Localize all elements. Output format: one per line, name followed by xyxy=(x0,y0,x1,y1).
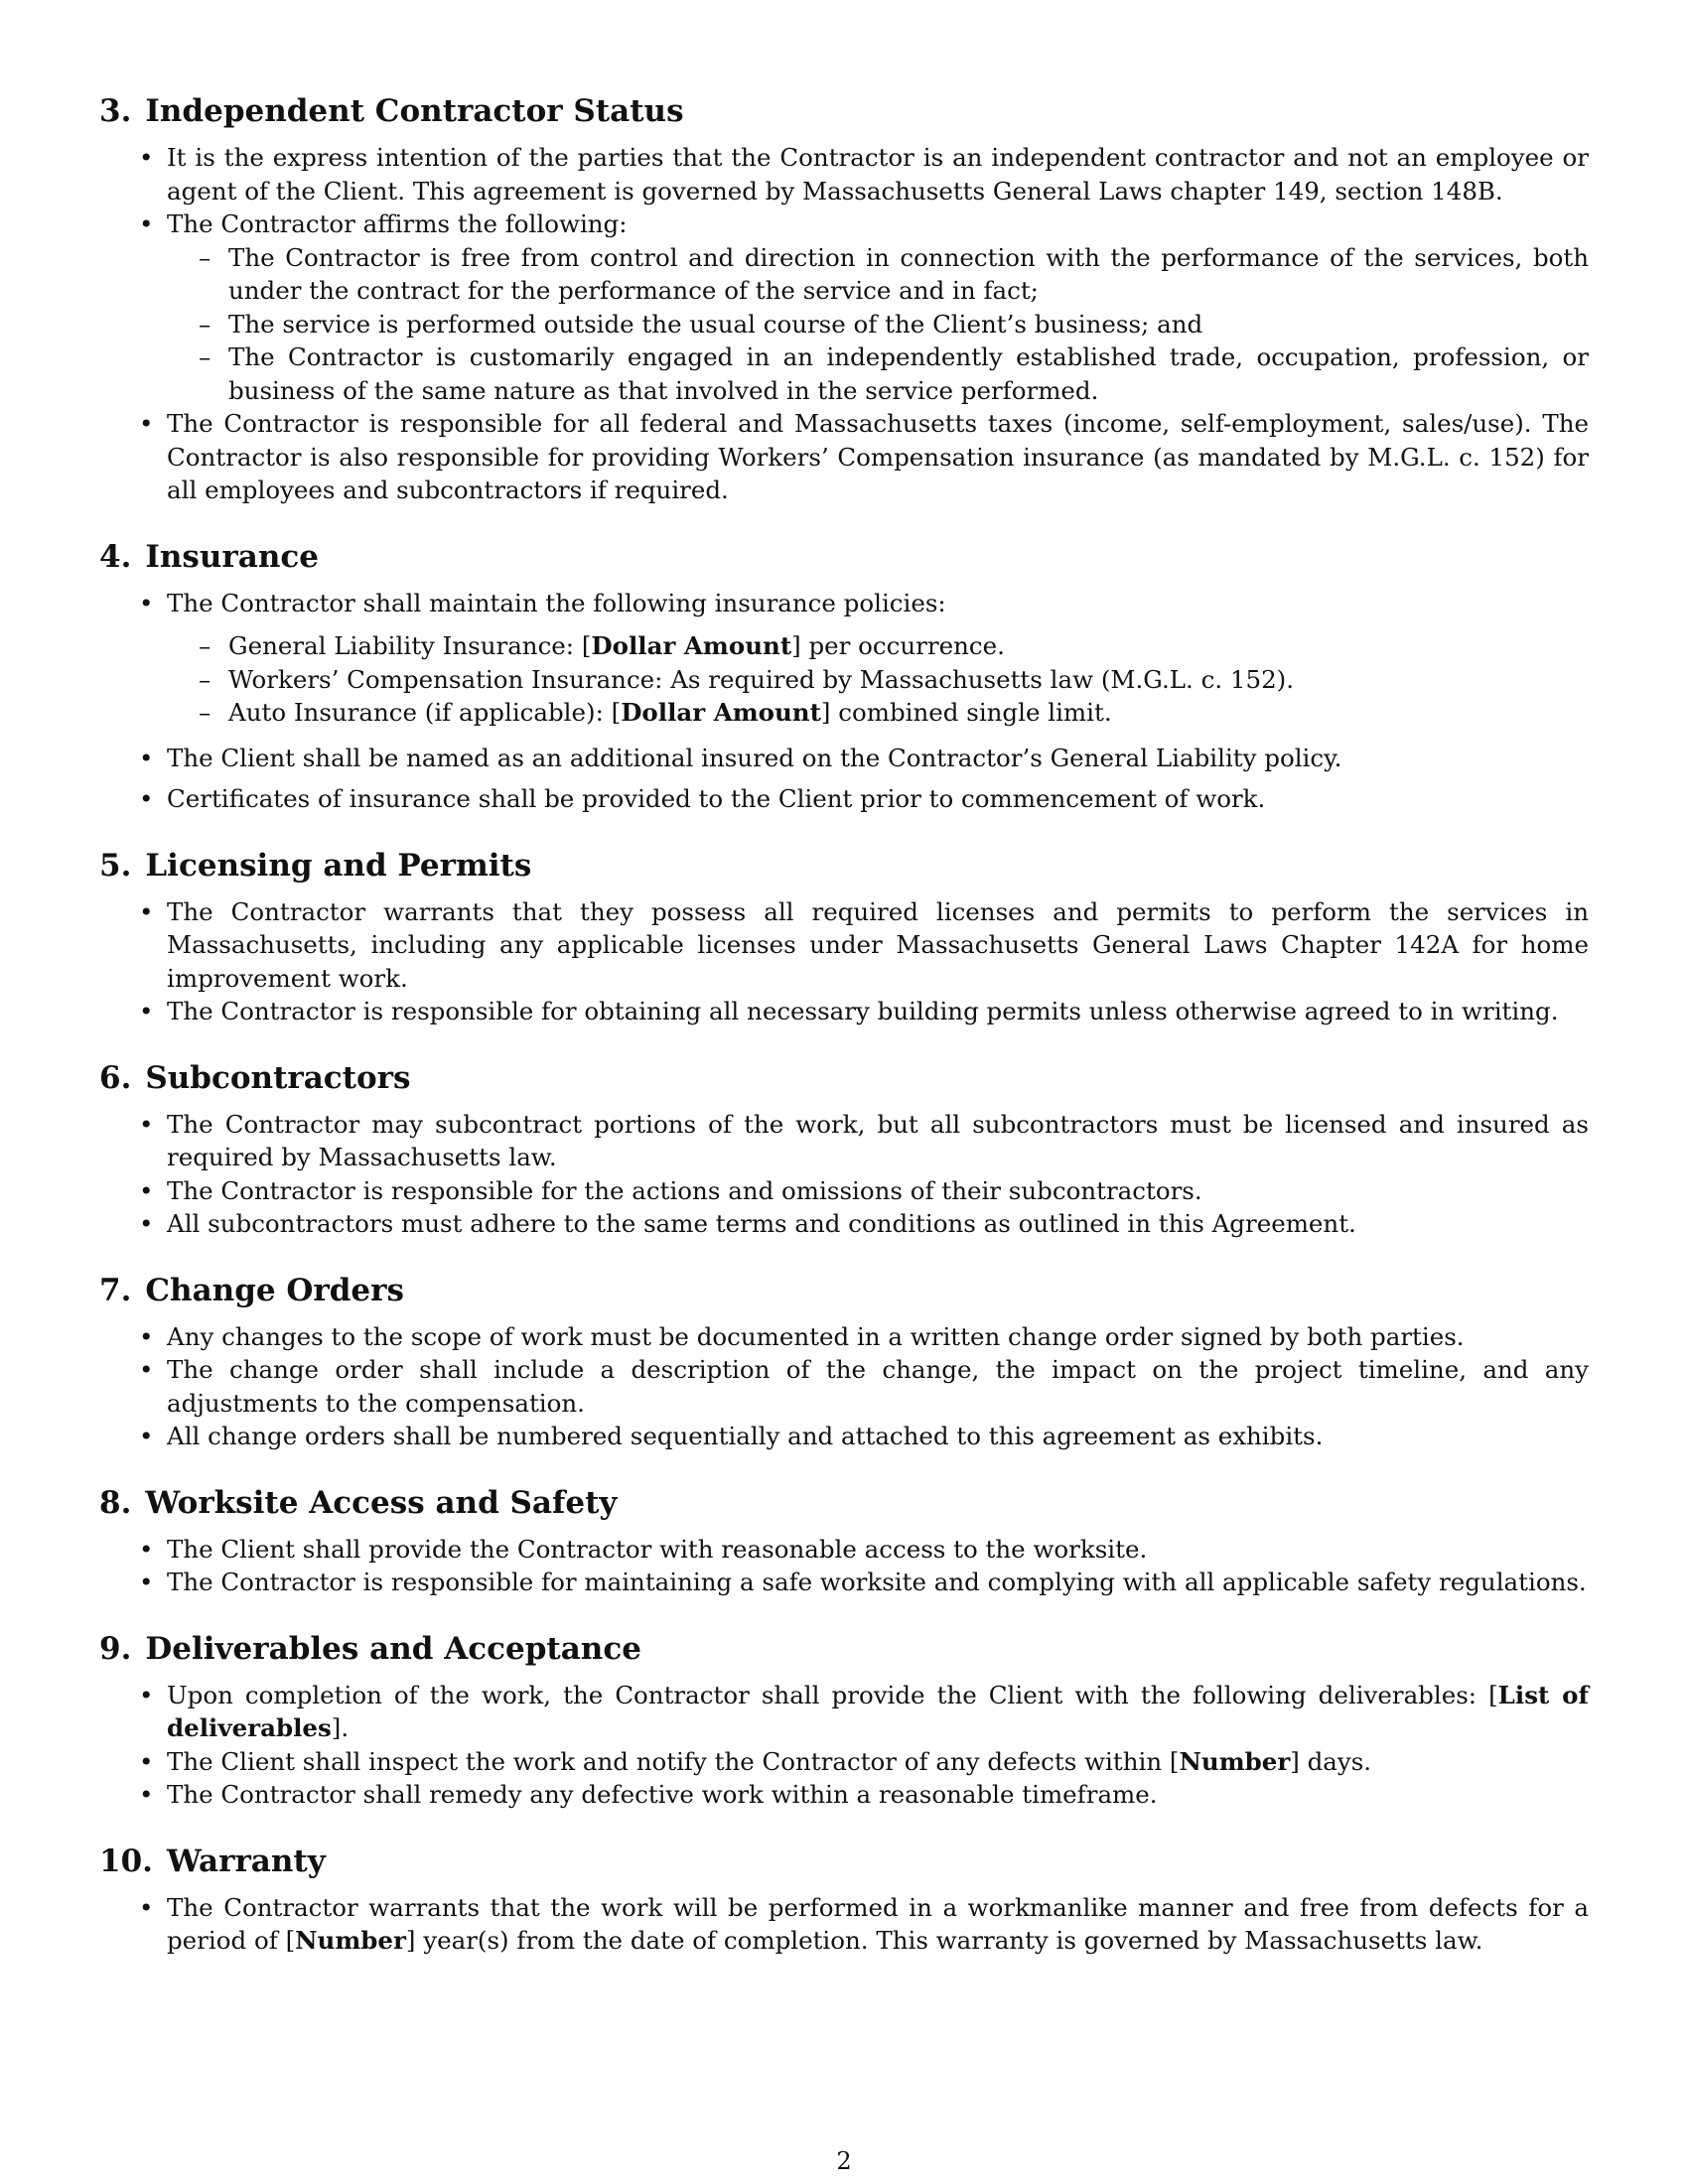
section-warranty xyxy=(99,1842,1589,1958)
section-number: 4. xyxy=(99,538,132,575)
list-item: • The Contractor shall maintain the following insurance policies: – General Liability Insurance: [Dollar Amount] per occurrence. – Workers’ Compensation Insurance: As required by Massachusetts law (M.G.L. c. 152). – Auto Insurance (if applicable): [Dollar Amount] combined single limit. xyxy=(99,587,1589,730)
placeholder: Dollar Amount xyxy=(591,631,792,660)
sub-list-item: – Workers’ Compensation Insurance: As required by Massachusetts law (M.G.L. c. 152). xyxy=(167,663,1589,697)
list-item: • The Client shall inspect the work and notify the Contractor of any defects within [Number] days. xyxy=(99,1745,1589,1779)
placeholder: Dollar Amount xyxy=(621,698,821,727)
list-item: • The Client shall provide the Contractor with reasonable access to the worksite. xyxy=(99,1533,1589,1567)
bullet-icon: • xyxy=(139,896,154,926)
list-item: • The Contractor is responsible for the actions and omissions of their subcontractors. xyxy=(99,1174,1589,1208)
section-change-orders xyxy=(99,1271,1589,1453)
list-item: • All subcontractors must adhere to the same terms and conditions as outlined in this Agreement. xyxy=(99,1207,1589,1241)
section-insurance xyxy=(99,537,1589,816)
section-heading xyxy=(99,91,1589,131)
page-number: 2 xyxy=(836,2147,852,2175)
section-heading xyxy=(99,1483,1589,1523)
section-heading xyxy=(99,1058,1589,1098)
list-item: • The Contractor may subcontract portions of the work, but all subcontractors must be licensed and insured as required by Massachusetts law. xyxy=(139,1109,1589,1171)
section-heading xyxy=(99,1842,1589,1881)
section-title: Worksite Access and Safety xyxy=(145,1484,618,1521)
list-item: • The Contractor is responsible for all federal and Massachusetts taxes (income, self-employment, sales/use). The Contractor is also responsible for providing Workers’ Compensation insurance (as mandated by M.G.L. c. 152) for all employees and subcontractors if required. xyxy=(139,409,1589,504)
list-item: • The Contractor warrants that the work will be performed in a workmanlike manner and free from defects for a period of [Number] year(s) from the date of completion. This warranty is governed by Massachusetts law. xyxy=(139,1892,1589,1955)
dash-icon: – xyxy=(199,664,211,694)
bullet-list xyxy=(99,587,1589,816)
dash-icon: – xyxy=(199,242,211,272)
section-heading xyxy=(99,1271,1589,1310)
list-item: • The change order shall include a description of the change, the impact on the project timeline, and any adjustments to the compensation. xyxy=(139,1355,1589,1418)
bullet-icon: • xyxy=(139,997,154,1025)
sub-list-item: – The Contractor is customarily engaged in an independently established trade, occupation, profession, or business of the same nature as that involved in the service performed. xyxy=(199,342,1589,405)
list-item: • It is the express intention of the parties that the Contractor is an independent contractor and not an employee or agent of the Client. This agreement is governed by Massachusetts General Laws chapter 149, section 148B. xyxy=(139,143,1589,205)
bullet-icon: • xyxy=(139,1209,154,1238)
section-deliverables-and-acceptance xyxy=(99,1629,1589,1812)
sub-list-item: – General Liability Insurance: [Dollar Amount] per occurrence. xyxy=(167,629,1589,663)
dash-icon: – xyxy=(199,631,211,660)
bullet-list xyxy=(99,141,1589,507)
bullet-icon: • xyxy=(139,1680,154,1709)
bullet-list xyxy=(99,1533,1589,1599)
list-item: • Any changes to the scope of work must be documented in a written change order signed by both parties. xyxy=(99,1320,1589,1354)
bullet-icon: • xyxy=(139,143,154,172)
section-title: Licensing and Permits xyxy=(145,847,532,884)
bullet-icon: • xyxy=(139,743,154,772)
list-item: • The Contractor shall remedy any defective work within a reasonable timeframe. xyxy=(99,1778,1589,1812)
list-item: • All change orders shall be numbered sequentially and attached to this agreement as exhibits. xyxy=(99,1420,1589,1453)
section-independent-contractor-status xyxy=(99,91,1589,507)
bullet-icon: • xyxy=(139,1568,154,1596)
sub-list-item: – Auto Insurance (if applicable): [Dollar Amount] combined single limit. xyxy=(167,696,1589,730)
bullet-list xyxy=(99,895,1589,1028)
section-title: Subcontractors xyxy=(145,1059,411,1096)
section-heading xyxy=(99,537,1589,577)
bullet-icon: • xyxy=(139,1780,154,1809)
section-title: Insurance xyxy=(145,538,319,575)
bullet-icon: • xyxy=(139,1109,154,1139)
bullet-icon: • xyxy=(139,1422,154,1450)
bullet-icon: • xyxy=(139,588,154,617)
section-subcontractors xyxy=(99,1058,1589,1241)
bullet-icon: • xyxy=(139,784,154,813)
bullet-icon: • xyxy=(139,1355,154,1384)
bullet-icon: • xyxy=(139,209,154,238)
bullet-list xyxy=(99,1108,1589,1241)
bullet-icon: • xyxy=(139,409,154,438)
placeholder: List of deliverables xyxy=(167,1680,1589,1742)
list-item: • Certificates of insurance shall be provided to the Client prior to commencement of work. xyxy=(99,782,1589,816)
bullet-icon: • xyxy=(139,1746,154,1776)
list-item: • The Contractor is responsible for maintaining a safe worksite and complying with all applicable safety regulations. xyxy=(99,1566,1589,1599)
bullet-icon: • xyxy=(139,1534,154,1564)
dash-icon: – xyxy=(199,309,211,339)
section-heading xyxy=(99,846,1589,886)
bullet-list xyxy=(99,1891,1589,1958)
section-licensing-and-permits xyxy=(99,846,1589,1028)
bullet-list xyxy=(99,1679,1589,1812)
section-number: 8. xyxy=(99,1484,132,1521)
section-worksite-access-and-safety xyxy=(99,1483,1589,1599)
bullet-icon: • xyxy=(139,1321,154,1351)
section-heading xyxy=(99,1629,1589,1669)
sub-list-item: – The Contractor is free from control and direction in connection with the performance of the services, both under the contract for the performance of the service and in fact; xyxy=(199,242,1589,305)
section-number: 6. xyxy=(99,1059,132,1096)
list-item: • The Contractor warrants that they possess all required licenses and permits to perform the services in Massachusetts, including any applicable licenses under Massachusetts General Laws Chapter 142A for home improvement work. xyxy=(139,896,1589,993)
section-title: Warranty xyxy=(166,1843,326,1879)
sub-list xyxy=(167,241,1589,408)
section-number: 7. xyxy=(99,1272,132,1308)
list-item: • The Client shall be named as an additional insured on the Contractor’s General Liability policy. xyxy=(99,742,1589,775)
section-title: Deliverables and Acceptance xyxy=(145,1630,641,1667)
section-title: Independent Contractor Status xyxy=(145,93,684,129)
list-item: • The Contractor affirms the following: – The Contractor is free from control and direction in connection with the performance of the services, both under the contract for the performance of the service and in fact; – The service is performed outside the usual course of the Client’s business; and – The Contractor is customarily engaged in an independently established trade, occupation, profession, or business of the same nature as that involved in the service performed. xyxy=(99,207,1589,407)
list-item: • Upon completion of the work, the Contractor shall provide the Client with the following deliverables: [List of deliverables]. xyxy=(139,1680,1589,1742)
document-body xyxy=(99,91,1589,1987)
section-number: 3. xyxy=(99,93,132,129)
placeholder: Number xyxy=(295,1926,406,1955)
dash-icon: – xyxy=(199,698,211,727)
dash-icon: – xyxy=(199,342,211,371)
list-item: • The Contractor is responsible for obtaining all necessary building permits unless otherwise agreed to in writing. xyxy=(99,995,1589,1028)
bullet-icon: • xyxy=(139,1175,154,1205)
sub-list-item: – The service is performed outside the usual course of the Client’s business; and xyxy=(167,308,1589,341)
bullet-icon: • xyxy=(139,1892,154,1922)
section-number: 5. xyxy=(99,847,132,884)
section-title: Change Orders xyxy=(145,1272,404,1308)
section-number: 9. xyxy=(99,1630,132,1667)
placeholder: Number xyxy=(1179,1746,1291,1776)
section-number: 10. xyxy=(99,1843,153,1879)
bullet-list xyxy=(99,1320,1589,1453)
sub-list xyxy=(167,629,1589,730)
